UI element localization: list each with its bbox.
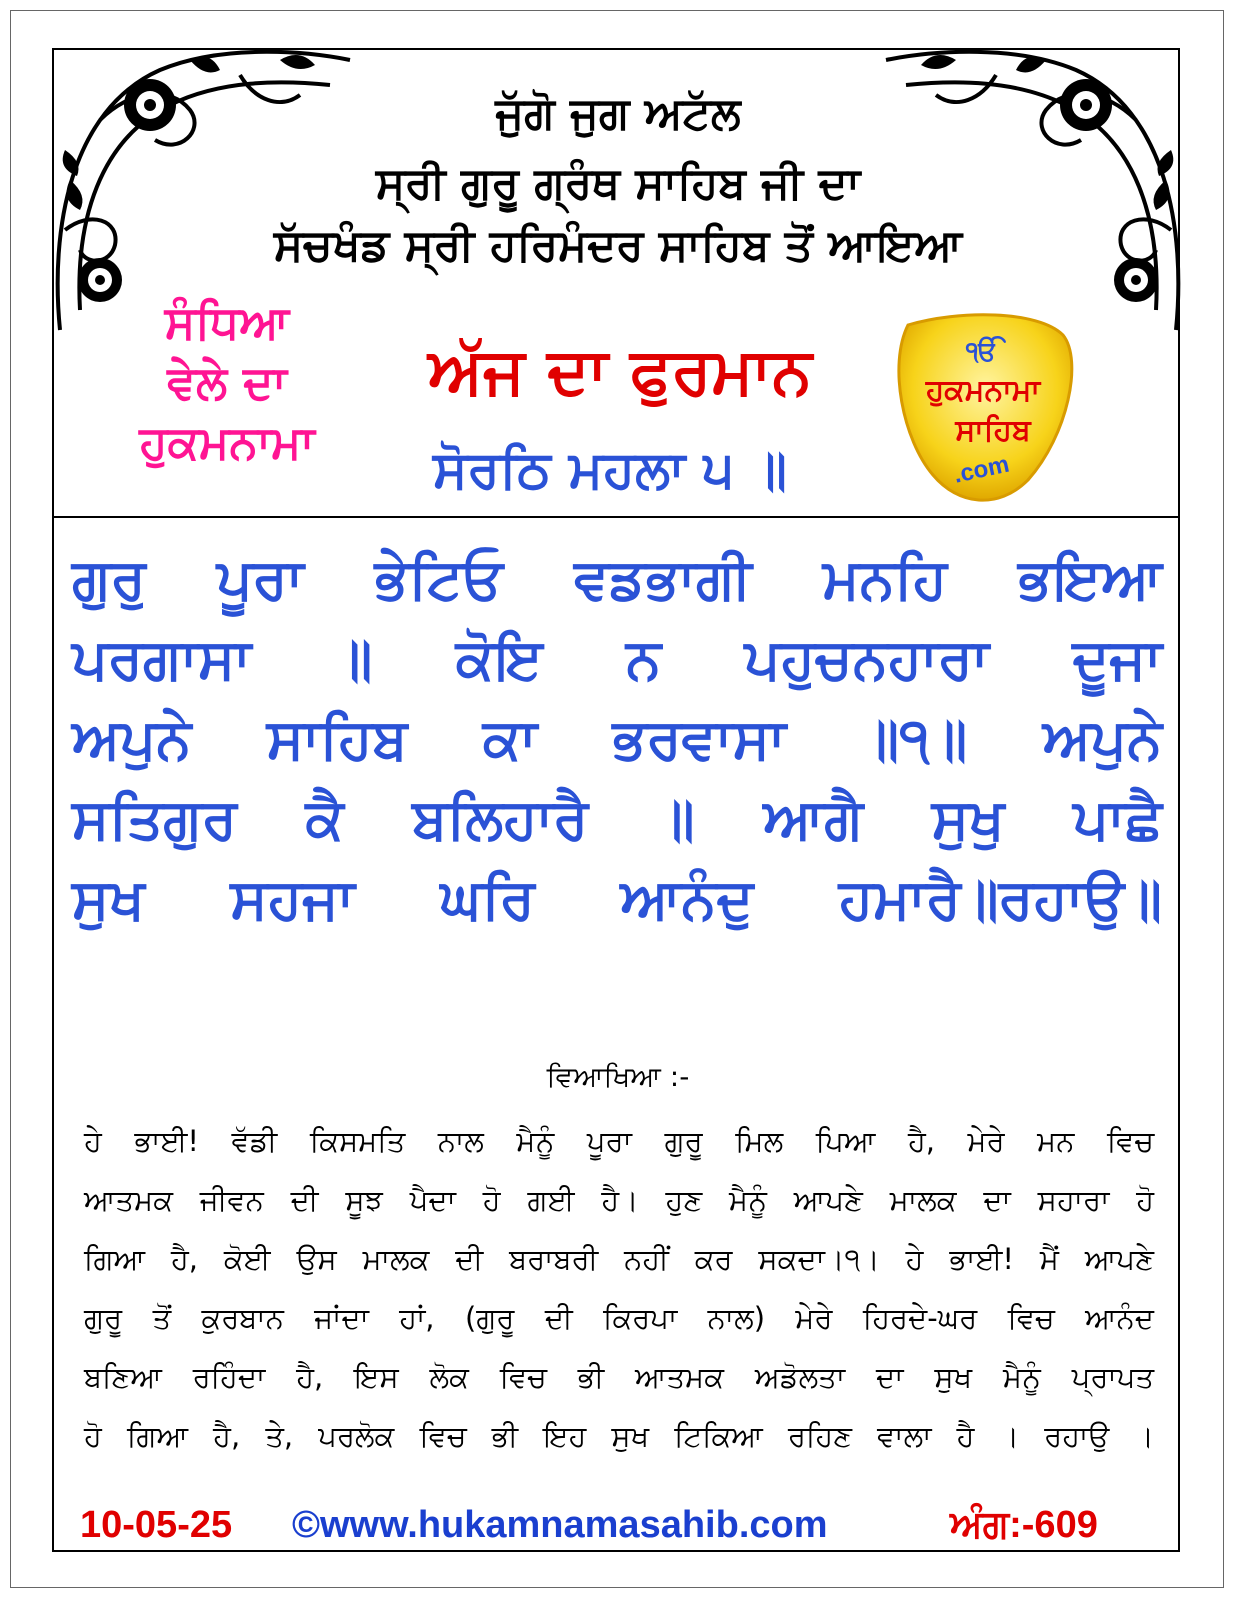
footer-ang-number: ਅੰਗ:-609: [950, 1504, 1098, 1546]
footer-website-link[interactable]: ©www.hukamnamasahib.com: [292, 1504, 828, 1546]
raag-heading: ਸੋਰਠਿ ਮਹਲਾ ੫ ॥: [433, 440, 787, 500]
side-title-line-2: ਵੇਲੇ ਦਾ: [167, 355, 287, 409]
shabad-line: ਪਰਗਾਸਾ ॥ ਕੋਇ ਨ ਪਹੁਚਨਹਾਰਾ ਦੂਜਾ: [72, 627, 1162, 692]
farman-title: ਅੱਜ ਦਾ ਫੁਰਮਾਨ: [428, 335, 812, 409]
header-line-1: ਜੁੱਗੋ ਜੁਗ ਅਟੱਲ: [495, 88, 741, 139]
logo-line-2: ਸਾਹਿਬ: [955, 413, 1031, 448]
header-line-2: ਸ੍ਰੀ ਗੁਰੂ ਗ੍ਰੰਥ ਸਾਹਿਬ ਜੀ ਦਾ: [375, 158, 861, 209]
arth-line: ਆਤਮਕ ਜੀਵਨ ਦੀ ਸੂਝ ਪੈਦਾ ਹੋ ਗਈ ਹੈ। ਹੁਣ ਮੈਨੂੰ ਆਪਣੇ ਮਾਲਕ ਦਾ ਸਹਾਰਾ ਹੋ: [84, 1183, 1154, 1217]
header-divider: [52, 516, 1180, 518]
footer-date: 10-05-25: [80, 1504, 233, 1546]
vyakhya-label: ਵਿਆਖਿਆ :-: [546, 1060, 690, 1093]
shabad-line: ਸੁਖ ਸਹਜਾ ਘਰਿ ਆਨੰਦੁ ਹਮਾਰੈ॥ਰਹਾਉ॥: [72, 867, 1162, 932]
shabad-line: ਸਤਿਗੁਰ ਕੈ ਬਲਿਹਾਰੈ ॥ ਆਗੈ ਸੁਖੁ ਪਾਛੈ: [72, 787, 1162, 852]
logo-line-3: .com: [951, 450, 1012, 489]
arth-line: ਹੇ ਭਾਈ! ਵੱਡੀ ਕਿਸਮਤਿ ਨਾਲ ਮੈਨੂੰ ਪੂਰਾ ਗੁਰੂ ਮਿਲ ਪਿਆ ਹੈ, ਮੇਰੇ ਮਨ ਵਿਚ: [84, 1124, 1154, 1158]
logo-line-1: ਹੁਕਮਨਾਮਾ: [925, 373, 1041, 408]
shabad-line: ਅਪੁਨੇ ਸਾਹਿਬ ਕਾ ਭਰਵਾਸਾ ॥੧॥ ਅਪੁਨੇ: [72, 707, 1162, 772]
arth-text: [84, 1112, 1154, 1466]
arth-line: ਹੋ ਗਿਆ ਹੈ, ਤੇ, ਪਰਲੋਕ ਵਿਚ ਭੀ ਇਹ ਸੁਖ ਟਿਕਿਆ ਰਹਿਣ ਵਾਲਾ ਹੈ । ਰਹਾਉ ।: [84, 1419, 1154, 1453]
arth-line: ਗੁਰੂ ਤੋਂ ਕੁਰਬਾਨ ਜਾਂਦਾ ਹਾਂ, (ਗੁਰੂ ਦੀ ਕਿਰਪਾ ਨਾਲ) ਮੇਰੇ ਹਿਰਦੇ-ਘਰ ਵਿਚ ਆਨੰਦ: [84, 1301, 1154, 1335]
shabad-line: ਗੁਰੁ ਪੂਰਾ ਭੇਟਿਓ ਵਡਭਾਗੀ ਮਨਹਿ ਭਇਆ: [72, 547, 1162, 612]
shabad-text: [72, 540, 1162, 940]
side-title-line-3: ਹੁਕਮਨਾਮਾ: [139, 415, 315, 469]
header-line-3: ਸੱਚਖੰਡ ਸ੍ਰੀ ਹਰਿਮੰਦਰ ਸਾਹਿਬ ਤੋਂ ਆਇਆ: [273, 220, 963, 271]
hukamnama-sahib-logo-icon: [888, 305, 1078, 505]
arth-line: ਗਿਆ ਹੈ, ਕੋਈ ਉਸ ਮਾਲਕ ਦੀ ਬਰਾਬਰੀ ਨਹੀਂ ਕਰ ਸਕਦਾ।੧। ਹੇ ਭਾਈ! ਮੈਂ ਆਪਣੇ: [84, 1242, 1154, 1276]
arth-line: ਬਣਿਆ ਰਹਿੰਦਾ ਹੈ, ਇਸ ਲੋਕ ਵਿਚ ਭੀ ਆਤਮਕ ਅਡੋਲਤਾ ਦਾ ਸੁਖ ਮੈਨੂੰ ਪ੍ਰਾਪਤ: [84, 1360, 1154, 1394]
logo-ik-onkar: ੴ: [966, 337, 998, 367]
side-title-line-1: ਸੰਧਿਆ: [164, 295, 290, 349]
